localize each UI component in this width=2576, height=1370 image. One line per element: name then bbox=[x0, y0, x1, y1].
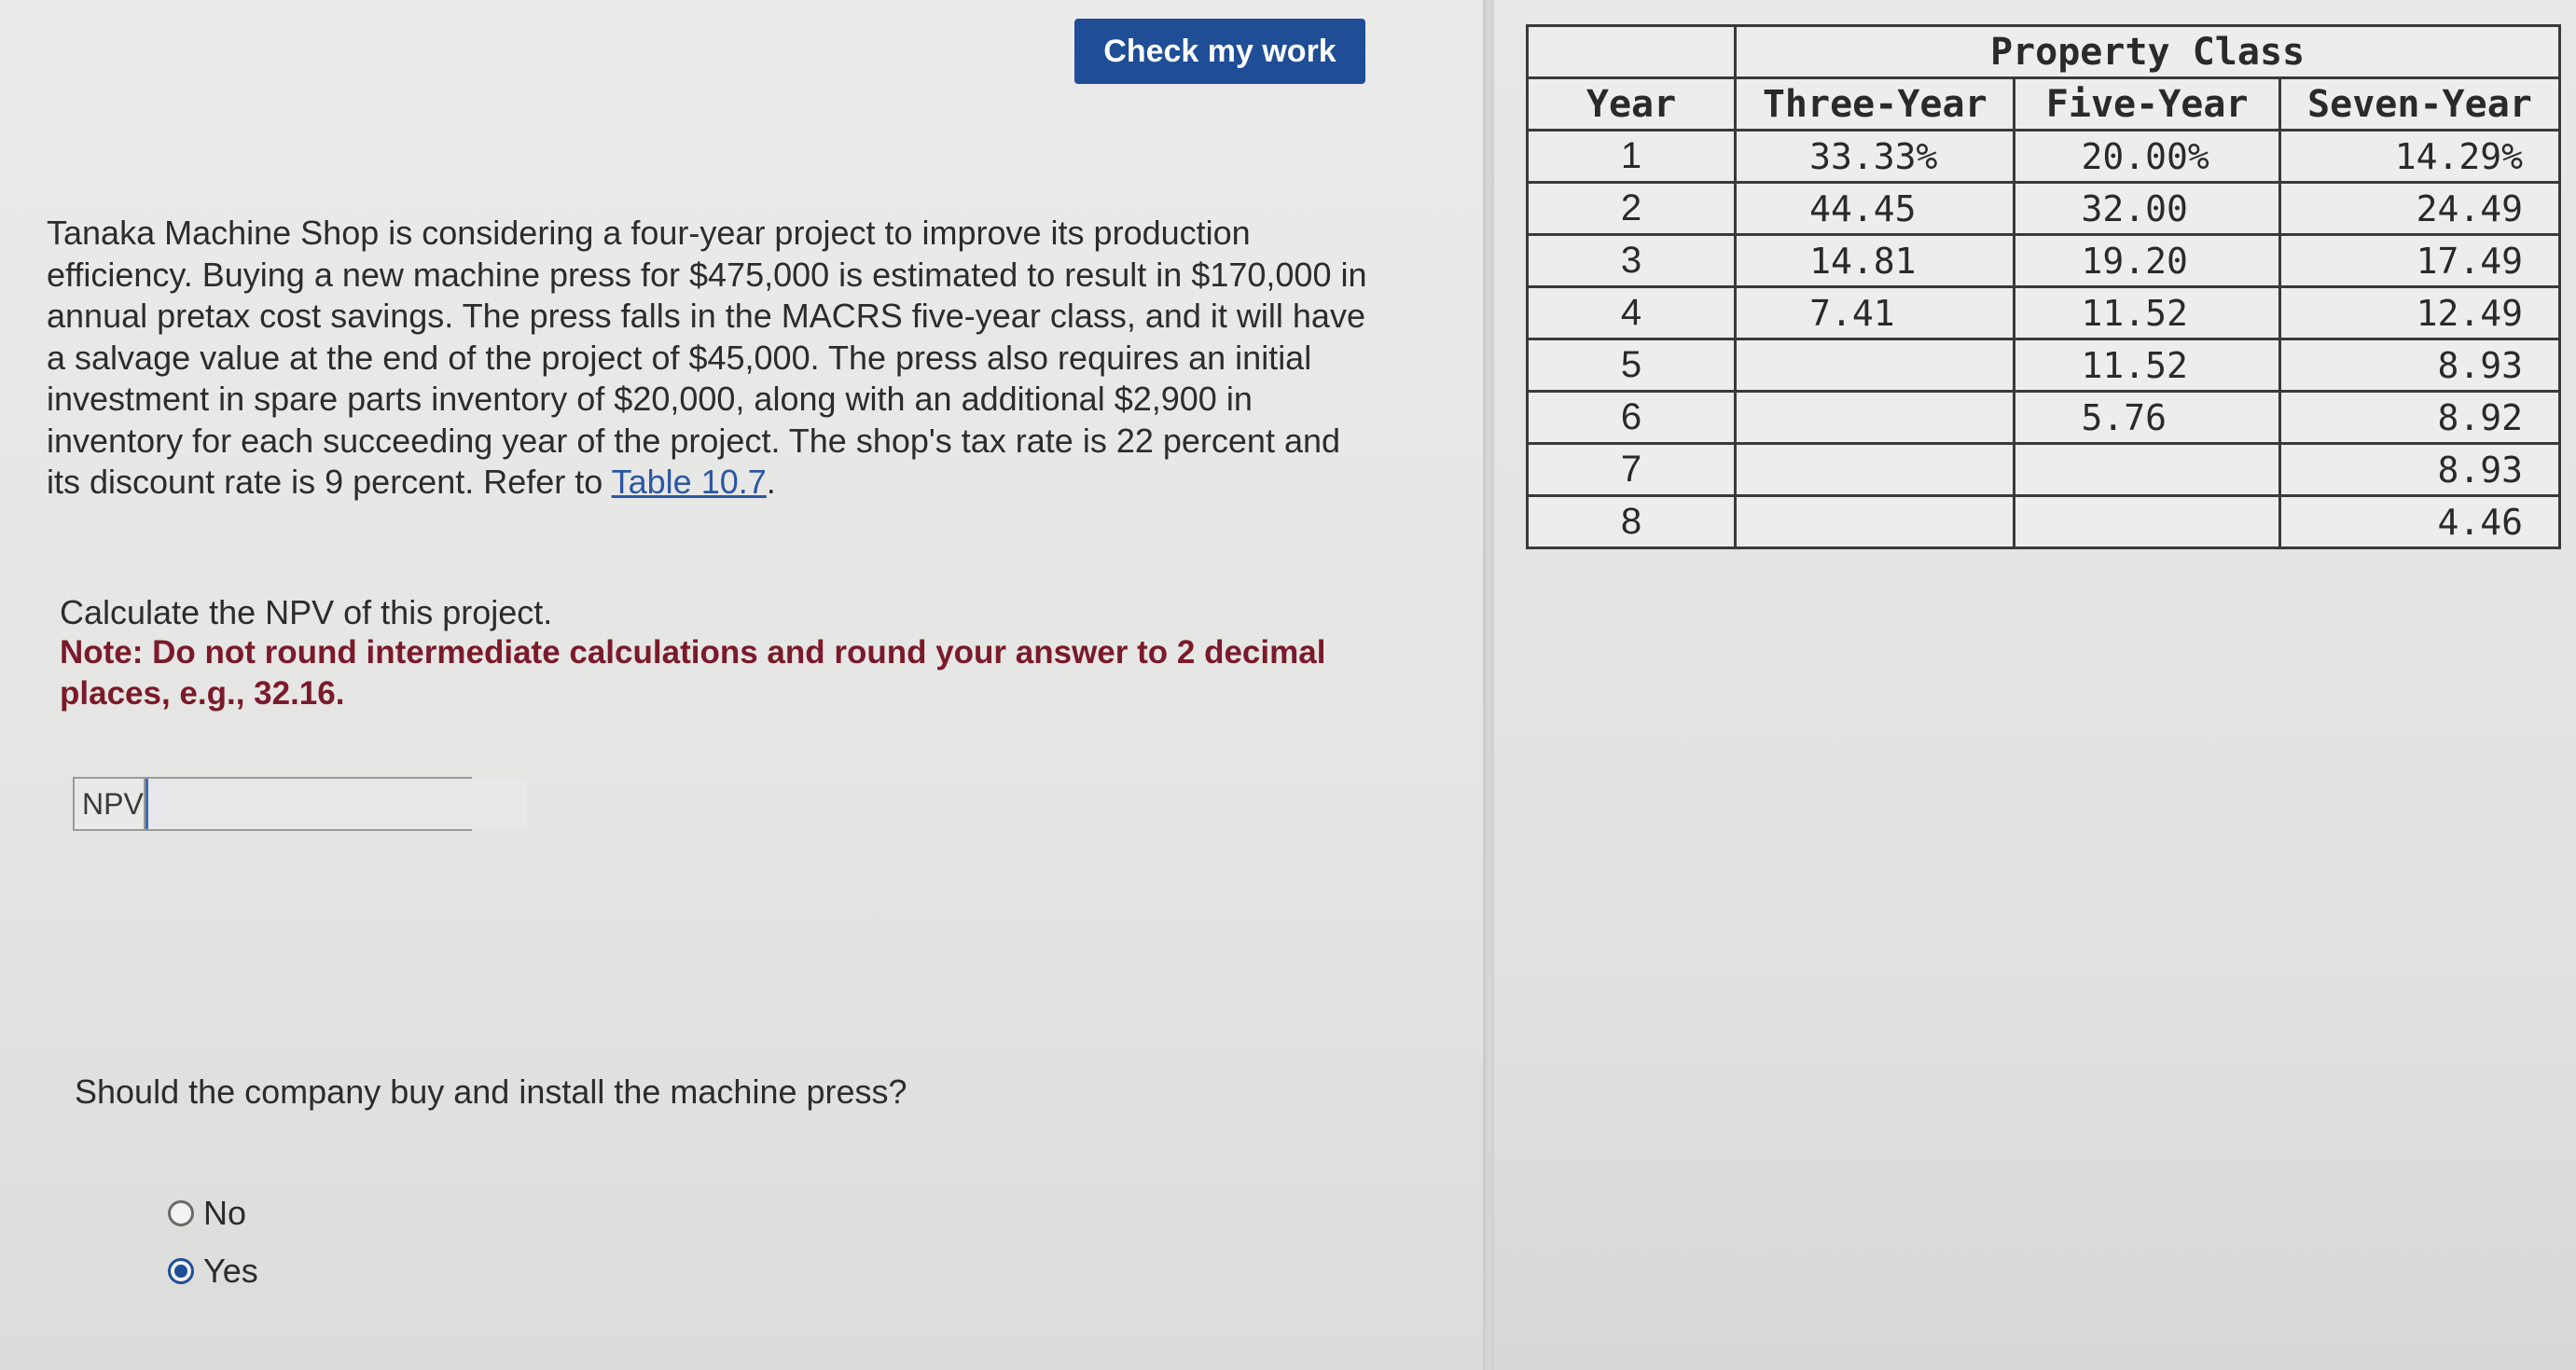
cell-seven-year: 4.46 bbox=[2279, 496, 2559, 548]
radio-no[interactable] bbox=[168, 1200, 194, 1226]
cell-five-year: 20.00% bbox=[2015, 131, 2279, 183]
option-no-label: No bbox=[203, 1194, 247, 1232]
cell-seven-year: 14.29% bbox=[2279, 131, 2559, 183]
cell-year: 4 bbox=[1528, 287, 1736, 339]
npv-input[interactable] bbox=[145, 779, 527, 829]
table-row bbox=[1528, 444, 2560, 496]
problem-text: Tanaka Machine Shop is considering a four-year project to improve its production efficiency. Buying a new machine press for $475,000 is estimated to result in $170,000 in annual pretax cost savings. The press falls in the MACRS five-year class, and it will have a salvage value at the end of the project of $45,000. The press also requires an initial investment in spare parts inventory of $20,000, along with an additional $2,900 in inventory for each succeeding year of the project. The shop's tax rate is 22 percent and its discount rate is 9 percent. Refer to bbox=[47, 214, 1367, 501]
table-reference-link[interactable]: Table 10.7 bbox=[611, 463, 767, 501]
npv-answer-row bbox=[73, 777, 472, 831]
cell-year: 8 bbox=[1528, 496, 1736, 548]
table-title: Property Class bbox=[1736, 26, 2560, 78]
cell-five-year bbox=[2015, 444, 2279, 496]
cell-three-year: 44.45 bbox=[1736, 183, 2015, 235]
cell-three-year: 33.33% bbox=[1736, 131, 2015, 183]
cell-five-year bbox=[2015, 496, 2279, 548]
option-yes-label: Yes bbox=[203, 1252, 258, 1290]
header-five-year: Five-Year bbox=[2015, 78, 2279, 131]
table-row bbox=[1528, 235, 2560, 287]
cell-five-year: 11.52 bbox=[2015, 287, 2279, 339]
cell-year: 2 bbox=[1528, 183, 1736, 235]
cell-three-year bbox=[1736, 339, 2015, 392]
option-no[interactable] bbox=[168, 1194, 246, 1233]
rounding-note: Note: Do not round intermediate calculations and round your answer to 2 decimal places, e.g., 32.16. bbox=[60, 634, 1326, 712]
cell-three-year bbox=[1736, 392, 2015, 444]
table-row bbox=[1528, 339, 2560, 392]
check-my-work-button[interactable]: Check my work bbox=[1074, 19, 1365, 84]
table-row bbox=[1528, 131, 2560, 183]
cell-five-year: 11.52 bbox=[2015, 339, 2279, 392]
cell-seven-year: 8.92 bbox=[2279, 392, 2559, 444]
problem-statement bbox=[47, 213, 1380, 504]
option-yes[interactable] bbox=[168, 1252, 258, 1291]
cell-three-year bbox=[1736, 444, 2015, 496]
cell-year: 1 bbox=[1528, 131, 1736, 183]
problem-text-end: . bbox=[766, 463, 776, 501]
npv-prompt: Calculate the NPV of this project. bbox=[60, 593, 553, 631]
table-row bbox=[1528, 392, 2560, 444]
header-year: Year bbox=[1528, 78, 1736, 131]
npv-label: NPV bbox=[75, 779, 145, 829]
header-seven-year: Seven-Year bbox=[2279, 78, 2559, 131]
cell-three-year bbox=[1736, 496, 2015, 548]
header-three-year: Three-Year bbox=[1736, 78, 2015, 131]
cell-three-year: 14.81 bbox=[1736, 235, 2015, 287]
cell-seven-year: 8.93 bbox=[2279, 444, 2559, 496]
buy-question: Should the company buy and install the machine press? bbox=[75, 1072, 907, 1111]
cell-seven-year: 17.49 bbox=[2279, 235, 2559, 287]
cell-seven-year: 24.49 bbox=[2279, 183, 2559, 235]
cell-year: 7 bbox=[1528, 444, 1736, 496]
cell-year: 3 bbox=[1528, 235, 1736, 287]
table-row bbox=[1528, 183, 2560, 235]
cell-five-year: 19.20 bbox=[2015, 235, 2279, 287]
cell-three-year: 7.41 bbox=[1736, 287, 2015, 339]
cell-five-year: 32.00 bbox=[2015, 183, 2279, 235]
cell-year: 6 bbox=[1528, 392, 1736, 444]
cell-year: 5 bbox=[1528, 339, 1736, 392]
cell-seven-year: 8.93 bbox=[2279, 339, 2559, 392]
pane-divider[interactable] bbox=[1483, 0, 1494, 1370]
table-row bbox=[1528, 287, 2560, 339]
cell-five-year: 5.76 bbox=[2015, 392, 2279, 444]
cell-seven-year: 12.49 bbox=[2279, 287, 2559, 339]
table-row bbox=[1528, 496, 2560, 548]
macrs-table bbox=[1526, 24, 2561, 549]
radio-yes[interactable] bbox=[168, 1258, 194, 1284]
